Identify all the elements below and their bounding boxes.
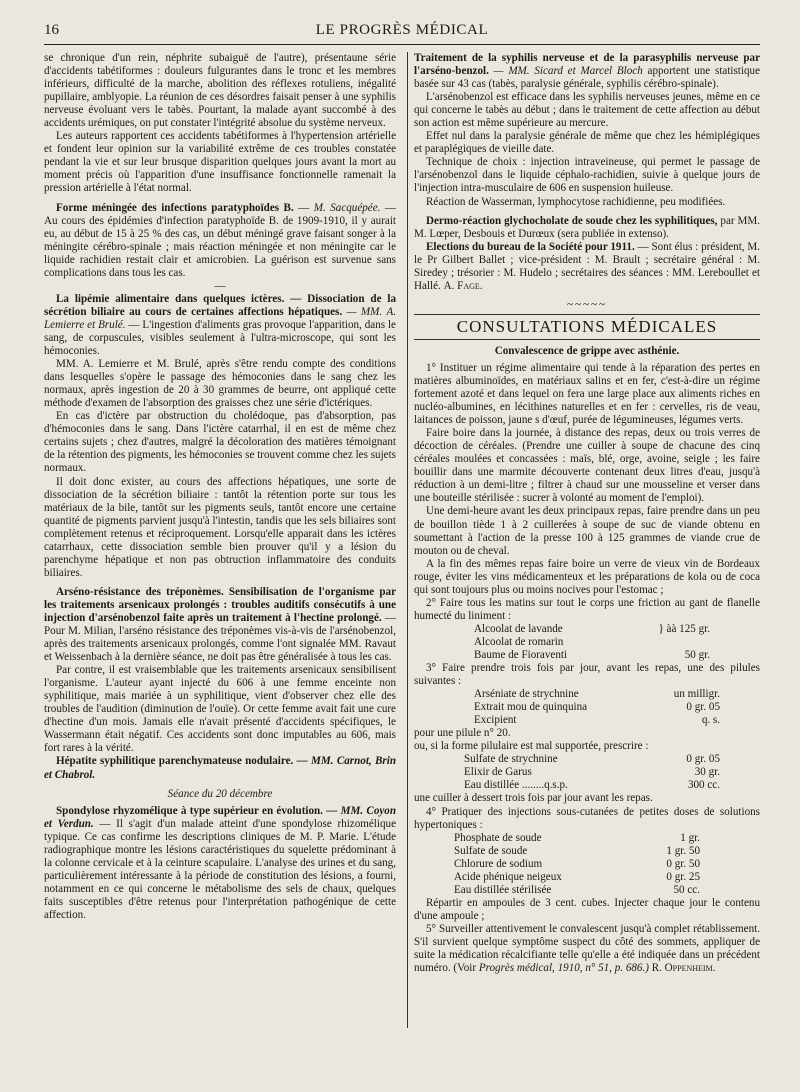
paragraph: une cuiller à dessert trois fois par jour avant les repas.	[414, 792, 653, 805]
article-entry	[44, 805, 396, 922]
ingredient: Extrait mou de quinquina	[474, 701, 588, 714]
formula-row	[414, 623, 760, 636]
quantity: 50 gr.	[684, 648, 710, 661]
paragraph: L'arsénobenzol est efficace dans les syphilis nerveuses jeunes, même en ce qui concerne le tabès au début ; dans le traitement de cette affection au début son action est même supérieure au mercure.	[414, 91, 760, 130]
article-body: par MM. M. Lœper, Desbouis et Durœux (sera publiée in extenso).	[414, 214, 760, 240]
paragraph: pour une pilule n° 20.	[414, 727, 511, 740]
separator: —	[214, 279, 226, 292]
article-heading: Dermo-réaction glychocholate de soude chez les syphilitiques,	[426, 214, 718, 227]
paragraph: Répartir en ampoules de 3 cent. cubes. Injecter chaque jour le contenu d'une ampoule ;	[414, 896, 760, 922]
ingredient: Chlorure de sodium	[454, 857, 543, 870]
page-number: 16	[44, 22, 59, 38]
ingredient: Alcoolat de romarin	[474, 635, 564, 648]
formula-row	[414, 845, 760, 858]
article-body: apportent une statistique basée sur 43 cas (tabès, paralysie générale, syphilis cérébro-spinale).	[414, 65, 760, 91]
paragraph: A la fin des mêmes repas faire boire un verre de vieux vin de Bordeaux rouge, éviter les vins médicamenteux et les préparations de kola ou de coca qui sont toujours plus ou moins nocives pour l'estomac ;	[414, 557, 760, 596]
article-heading: Spondylose rhyzomélique à type supérieur en évolution.	[56, 804, 323, 817]
paragraph: 4° Pratiquer des injections sous-cutanées de petites doses de solutions hypertoniques :	[414, 805, 760, 831]
section-title: CONSULTATIONS MÉDICALES	[414, 314, 760, 340]
paragraph: En cas d'ictère par obstruction du cholédoque, pas d'absorption, pas d'hémoconies dans le sang. Dans l'ictère catarrhal, il en est de même chez certains sujets ; chez d'autres, malgré la décoloration des matières témoignant de la rétention des pigments, les hémoconies se trouvent comme chez les sujets normaux.	[44, 410, 396, 475]
paragraph: ou, si la forme pilulaire est mal supportée, prescrire :	[414, 740, 649, 753]
ingredient: Acide phénique neigeux	[454, 870, 562, 883]
formula-row	[414, 858, 760, 871]
article-heading: Forme méningée des infections paratyphoïdes B.	[56, 201, 294, 214]
ingredient: Sulfate de soude	[454, 844, 528, 857]
formula-row	[414, 649, 760, 662]
ingredient: Sulfate de strychnine	[464, 753, 558, 766]
article-entry	[414, 215, 760, 241]
formula-row	[414, 636, 760, 649]
paragraph: Il doit donc exister, au cours des affections hépatiques, une sorte de dissociation de la sécrétion biliaire : tantôt la rétention porte sur tous les matériaux de la bile, tantôt sur les pigments seuls, tantôt encore une certaine quantité de pigments parvient jusqu'à l'intestin, tandis que les sels biliaires sont complètement retenus et réciproquement. Lorsqu'elle apparait dans les ictères catarrhaux, cette dissociation semble bien prouver qu'il y a lésion du parenchyme hépatique et non pas obtruction inflammatoire des conduits biliaires.	[44, 475, 396, 579]
ingredient: Baume de Fioraventi	[474, 648, 568, 661]
paragraph: Par contre, il est vraisemblable que les traitements arsenicaux sensibilisent l'organisme. L'auteur ayant injecté du 606 à une femme enceinte non syphilitique, mais mariée à un syphilitique, vient d'observer chez elle des troubles de l'audition (diminution de l'ouïe). Or cette femme avait fait une cure d'hectine d'un mois. Jamais elle n'avait présenté d'accidents spécifiques, le Wassermann était négatif. Ces accidents sont donc imputables au 606, mais fort rares à la vérité.	[44, 664, 396, 755]
ingredient: Eau distillée stérilisée	[454, 883, 552, 896]
article-heading: Traitement de la syphilis nerveuse et de la parasyphilis nerveuse par l'arséno-benzol.	[414, 52, 760, 78]
signature: R. Oppenheim.	[651, 962, 716, 975]
quantity: 0 gr. 25	[666, 870, 700, 883]
ingredient: Arséniate de strychnine	[474, 688, 579, 701]
journal-title: LE PROGRÈS MÉDICAL	[315, 22, 489, 38]
signature: A. Fage.	[443, 279, 483, 292]
paragraph: 3° Faire prendre trois fois par jour, avant les repas, une des pilules suivantes :	[414, 662, 760, 688]
article-entry	[44, 293, 396, 358]
ornament-divider: ~~~~~	[566, 298, 607, 311]
formula-row	[414, 832, 760, 845]
ingredient: Excipient	[474, 714, 517, 727]
ingredient: Alcoolat de lavande	[474, 622, 563, 635]
paragraph: 2° Faire tous les matins sur tout le corps une friction au gant de flanelle humecté du liniment :	[414, 596, 760, 622]
quantity: 300 cc.	[687, 779, 720, 792]
quantity: } àà 125 gr.	[658, 622, 710, 635]
formula-row	[414, 701, 760, 714]
article-entry	[414, 52, 760, 91]
formula-row	[414, 688, 760, 701]
article-authors: — MM. Sicard et Marcel Bloch	[493, 65, 643, 78]
paragraph: MM. A. Lemierre et M. Brulé, après s'être rendu compte des conditions dans lesquelles s'opère le passage des hémoconies dans le sang chez les normaux, après ingestion de 20 à 30 grammes de beurre, ont appliqué cette méthode d'examen de l'absorption des graisses chez une série d'ictériques.	[44, 358, 396, 410]
ingredient: Phosphate de soude	[454, 831, 542, 844]
article-entry	[44, 586, 396, 664]
quantity: 0 gr. 05	[686, 753, 720, 766]
article-body: — Sont élus : président, M. le Pr Gilbert Ballet ; vice-président : M. Brault ; secrétaire général : M. Siredey ; trésorier : M. Hudelo ; secrétaires des séances : MM. Lereboullet et Hallé.	[414, 240, 761, 292]
article-entry	[44, 755, 396, 781]
article-body: — Au cours des épidémies d'infection paratyphoïde B. de 1909-1910, il y aurait eu, au début de 15 à 25 % des cas, un début méningé grave faisant songer à la méningite cérébro-spinale ; mais réaction méningée et non méningite car le liquide rachidien restait clair et amicrobien. La guérison est survenue sans complications dans tous les cas.	[44, 201, 396, 279]
section-subtitle: Convalescence de grippe avec asthénie.	[494, 344, 680, 357]
quantity: 1 gr.	[680, 831, 700, 844]
article-heading: Hépatite syphilitique parenchymateuse nodulaire.	[56, 755, 294, 768]
paragraph: Effet nul dans la paralysie générale de même que chez les hémiplégiques et paraplégiques de vieille date.	[414, 130, 760, 156]
article-authors: — MM. A. Lemierre et Brulé.	[44, 305, 396, 331]
formula-row	[414, 871, 760, 884]
article-authors: M. Sacquépée.	[313, 201, 381, 214]
quantity: 30 gr.	[694, 766, 720, 779]
formula-row	[414, 779, 760, 792]
formula-row	[414, 714, 760, 727]
ingredient: Elixir de Garus	[464, 766, 532, 779]
article-body: — Il s'agit d'un malade atteint d'une spondylose rhizomélique typique. Ce cas confirme les descriptions cliniques de M. P. Marie. L'étude radiographique montre les lésions caractéristiques du squelette prédominant à la colonne cervicale et à la ceinture scapulaire. L'analyse des urines et du sang, particulièrement intéressante à la période de constitution des lésions, a fourni, notamment en ce qui concerne le métabolisme des sels de chaux, quelques faits susceptibles d'être retenus pour l'interprétation pathogénique de cette affection.	[44, 817, 396, 921]
running-header	[44, 20, 760, 42]
quantity: q. s.	[701, 714, 720, 727]
paragraph-body: 5° Surveiller attentivement le convalescent jusqu'à complet rétablissement. S'il survient quelque symptôme suspect du côté des sommets, appliquer de suite la médication récalcifiante telle qu'elle a été indiquée dans un précédent numéro. (Voir	[414, 922, 760, 975]
article-entry	[414, 241, 760, 293]
quantity: 0 gr. 05	[686, 701, 720, 714]
formula-row	[414, 753, 760, 766]
reference: Progrès médical, 1910, n° 51, p. 686.)	[478, 962, 649, 975]
paragraph	[414, 923, 760, 975]
quantity: 1 gr. 50	[666, 844, 700, 857]
column-divider	[407, 52, 408, 1028]
quantity: un milligr.	[673, 688, 720, 701]
right-column	[414, 52, 760, 975]
paragraph: Technique de choix : injection intraveineuse, qui permet le passage de l'arsénobenzol dans le liquide céphalo-rachidien, suivie à quelque jours de l'injection intra-musculaire de 606 en suspension huileuse.	[414, 156, 760, 195]
session-date: Séance du 20 décembre	[167, 787, 273, 800]
quantity: 50 cc.	[673, 883, 700, 896]
paragraph: 1° Instituer un régime alimentaire qui tende à la réparation des pertes en matières albuminoïdes, en matériaux salins et en fer, c'est-à-dire un régime fortement azoté et dans lequel on fera une large place aux aliments riches en nucléo-albumines, en lécithines naturelles et en fer : cervelles, ris de veau, laitances de poisson, jaune s d'œuf, purée de légumineuses, légumes verts.	[414, 361, 760, 427]
quantity: 0 gr. 50	[666, 857, 700, 870]
paragraph: Réaction de Wasserman, lymphocytose rachidienne, peu modifiées.	[426, 195, 726, 208]
article-heading: Arséno-résistance des tréponèmes. Sensibilisation de l'organisme par les traitements arsenicaux prolongés : troubles auditifs consécutifs à une injection d'arsénobenzol faite après un traitement à l'hectine prolongé.	[44, 585, 396, 624]
paragraph: Les auteurs rapportent ces accidents tabétiformes à l'hypertension artérielle et fondent leur opinion sur la variabilité extrême de ces troubles constatée pendant la vie et sur leur brusque disparition quelques jours avant la mort au moment précis où l'apparition d'une insuffisance fonctionnelle ramenait la pression artérielle à l'état normal.	[44, 130, 396, 195]
paragraph: se chronique d'un rein, néphrite subaiguë de l'autre), présentaune série d'accidents tabétiformes : douleurs fulgurantes dans le tronc et les membres inférieurs, difficulté de la marche, abolition des réflexes rotuliens, inégalité pupillaire, amblyopie. La réunion de ces désordres faisait penser à une syphilis nerveuse évoluant vers le tabès. Pourtant, la malade ayant succombé à des accidents urémiques, on put constater l'intégrité absolue du système nerveux.	[44, 52, 396, 130]
article-body: — L'ingestion d'aliments gras provoque l'apparition, dans le sang, de corpuscules, visibles seulement à l'ultra-microscope, qui sont les hémoconies.	[44, 318, 396, 358]
article-authors: — MM. Coyon et Verdun.	[44, 804, 397, 830]
article-entry: Forme méningée des infections paratyphoïdes B. — M. Sacquépée. — Au cours des épidémies d'infection paratyphoïde B. de 1909-1910, il y aurait eu, au début de 15 à 25 % des cas, un début méningé grave faisant songer à la méningite cérébro-spinale ; mais réaction méningée et non méningite car le liquide rachidien restait clair et amicrobien. La guérison est survenue sans complications dans tous les cas.	[44, 201, 396, 279]
article-heading: La lipémie alimentaire dans quelques ictères. — Dissociation de la sécrétion biliaire au cours de certaines affections hépatiques.	[44, 292, 396, 318]
paragraph: Faire boire dans la journée, à distance des repas, deux ou trois verres de décoction de céréales. (Prendre une cuiller à soupe de chacune des cinq céréales moulées et concassées : maïs, blé, orge, avoine, seigle ; les faire bouillir dans une marmite découverte contenant deux litres d'eau, jusqu'à réduction à un demi-litre ; filtrer à chaud sur une mousseline et verser dans une bouteille stérilisée : sucrer à volonté au moment de l'emploi).	[414, 427, 760, 505]
article-body: — Pour M. Milian, l'arséno résistance des tréponèmes vis-à-vis de l'arsénobenzol, après des traitements arsenicaux prolongés, comme l'ont signalée MM. Ravaut et Weissenbach à la dernière séance, ne doit pas être généralisée à tous les cas.	[44, 611, 396, 664]
paragraph: Une demi-heure avant les deux principaux repas, faire prendre dans un peu de bouillon tiède 1 à 2 cuillerées à soupe de suc de viande obtenu en soumettant à l'action de la presse 100 à 125 grammes de viande crue de mouton ou de cheval.	[414, 505, 760, 557]
formula-row	[414, 884, 760, 897]
ingredient: Eau distillée ........q.s.p.	[464, 779, 568, 792]
article-heading: Elections du bureau de la Société pour 1911.	[426, 240, 635, 253]
header-rule	[44, 44, 760, 45]
article-authors: — MM. Carnot, Brin et Chabrol.	[44, 755, 396, 781]
formula-row	[414, 766, 760, 779]
left-column	[44, 52, 396, 922]
